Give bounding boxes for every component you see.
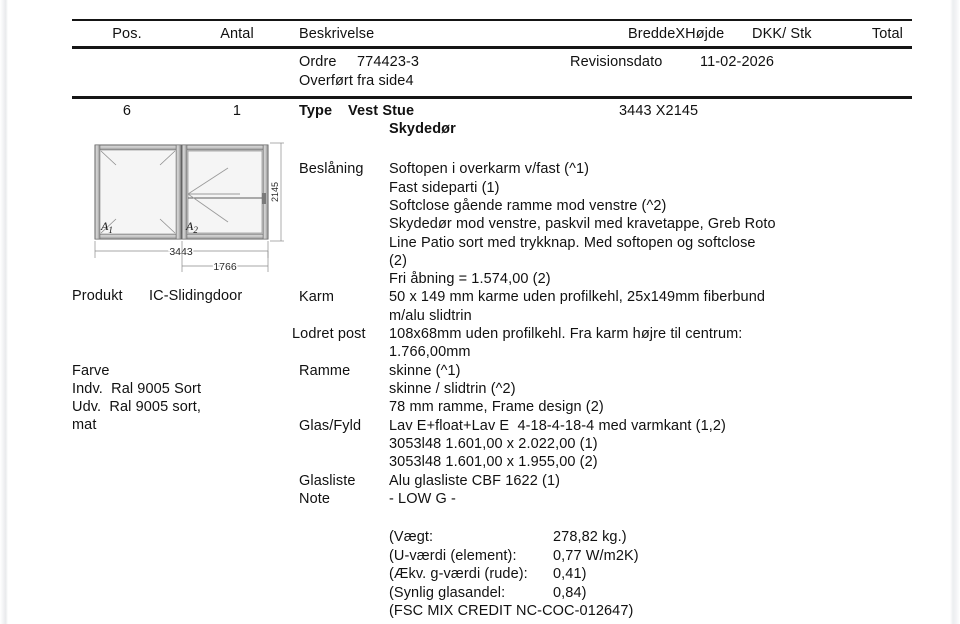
dimension-width-partial-label: 1766: [213, 261, 237, 273]
page-edge-left: [0, 0, 8, 624]
column-header-pos: Pos.: [112, 26, 142, 42]
order-number: 774423-3: [357, 54, 420, 70]
type-label: Type: [299, 103, 333, 119]
spec-value-line: skinne / slidtrin (^2): [389, 381, 516, 397]
footer-spec-name: (U-værdi (element):: [389, 548, 517, 564]
spec-value-line: Softclose gående ramme mod venstre (^2): [389, 198, 667, 214]
spec-value-line: 3053l48 1.601,00 x 1.955,00 (2): [389, 454, 598, 470]
spec-value-line: - LOW G -: [389, 491, 456, 507]
spec-value-line: Alu glasliste CBF 1622 (1): [389, 473, 561, 489]
color-label: Farve: [72, 363, 110, 379]
footer-spec-name: (Vægt:: [389, 529, 434, 545]
spec-value-line: Skydedør mod venstre, paskvil med kravetappe, Greb Roto: [389, 216, 776, 232]
carried-over-text: Overført fra side4: [299, 73, 414, 89]
column-header-bredde-hojde: BreddeXHøjde: [628, 26, 725, 42]
spec-label-glas-fyld: Glas/Fyld: [299, 418, 362, 434]
quantity-value: 1: [232, 103, 242, 119]
spec-value-line: Softopen i overkarm v/fast (^1): [389, 161, 590, 177]
footer-spec-value: 0,84): [553, 585, 587, 601]
color-outer-value-2: mat: [72, 417, 97, 433]
spec-value-line: Line Patio sort med trykknap. Med softopen og softclose: [389, 235, 756, 251]
revision-date: 11-02-2026: [700, 54, 775, 70]
position-number: 6: [122, 103, 132, 119]
spec-label-ramme: Ramme: [299, 363, 351, 379]
table-rule-position: [72, 96, 912, 99]
color-outer-value: Udv. Ral 9005 sort,: [72, 399, 202, 415]
spec-value-line: 78 mm ramme, Frame design (2): [389, 399, 604, 415]
spec-label-lodret-post: Lodret post: [292, 326, 366, 342]
footer-spec-value: 0,41): [553, 566, 587, 582]
spec-label-beslaning: Beslåning: [299, 161, 364, 177]
sash-mark-1: $A_1$: [101, 219, 113, 235]
dimension-height-label: 2145: [270, 181, 280, 203]
footer-spec-value: 278,82 kg.): [553, 529, 627, 545]
order-label: Ordre: [299, 54, 337, 70]
spec-value-line: (2): [389, 253, 408, 269]
page-edge-right: [950, 0, 960, 624]
table-rule-header: [72, 46, 912, 49]
spec-label-note: Note: [299, 491, 331, 507]
footer-fsc-note: (FSC MIX CREDIT NC-COC-012647): [389, 603, 634, 619]
column-header-beskrivelse: Beskrivelse: [299, 26, 375, 42]
spec-value-line: 1.766,00mm: [389, 344, 471, 360]
spec-value-line: 108x68mm uden profilkehl. Fra karm højre til centrum:: [389, 326, 743, 342]
spec-value-line: 3053l48 1.601,00 x 2.022,00 (1): [389, 436, 598, 452]
type-value: Vest Stue: [348, 103, 415, 119]
column-header-total: Total: [871, 26, 903, 42]
spec-value-line: Lav E+float+Lav E 4-18-4-18-4 med varmkant (1,2): [389, 418, 726, 434]
spec-value-line: m/alu slidtrin: [389, 308, 472, 324]
footer-spec-value: 0,77 W/m2K): [553, 548, 639, 564]
window-elevation-drawing: [88, 138, 293, 273]
footer-spec-name: (Synlig glasandel:: [389, 585, 506, 601]
dimension-width-total-label: 3443: [169, 246, 193, 258]
spec-value-line: 50 x 149 mm karme uden profilkehl, 25x149mm fiberbund: [389, 289, 766, 305]
column-header-antal: Antal: [220, 26, 254, 42]
type-value-line2: Skydedør: [389, 121, 456, 137]
spec-label-karm: Karm: [299, 289, 335, 305]
color-inner-value: Indv. Ral 9005 Sort: [72, 381, 202, 397]
spec-value-line: Fast sideparti (1): [389, 180, 500, 196]
spec-label-glasliste: Glasliste: [299, 473, 356, 489]
table-rule-top: [72, 19, 912, 21]
product-label: Produkt: [72, 288, 123, 304]
footer-spec-name: (Ækv. g-værdi (rude):: [389, 566, 528, 582]
sash-mark-2: $A_2$: [186, 219, 198, 235]
column-header-dkk-stk: DKK/ Stk: [752, 26, 812, 42]
dimensions-value: 3443 X2145: [619, 103, 699, 119]
product-value: IC-Slidingdoor: [149, 288, 243, 304]
spec-value-line: Fri åbning = 1.574,00 (2): [389, 271, 551, 287]
revision-label: Revisionsdato: [570, 54, 663, 70]
spec-value-line: skinne (^1): [389, 363, 461, 379]
